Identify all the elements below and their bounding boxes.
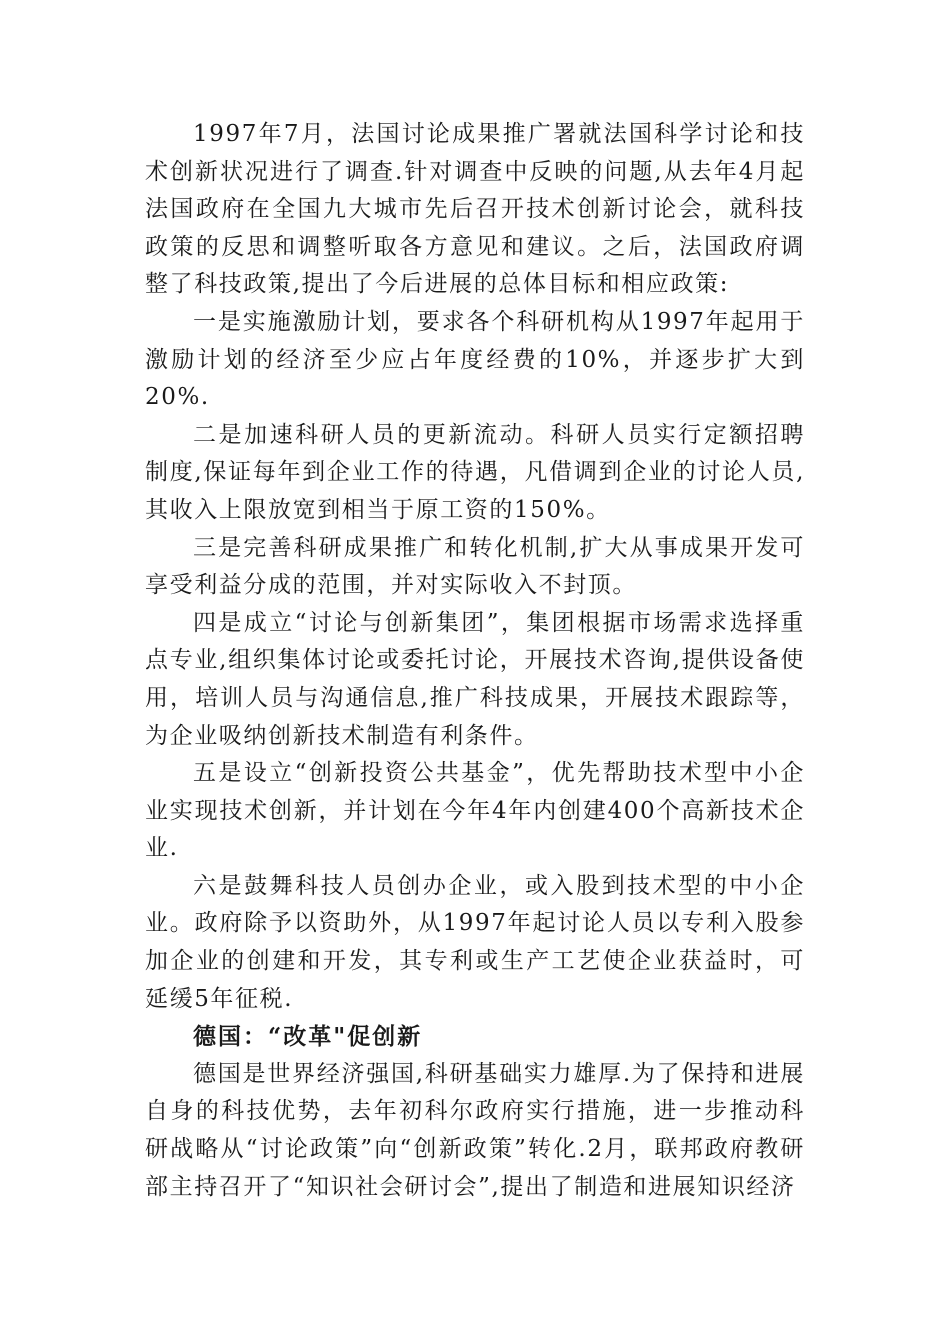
paragraph-germany: 德国是世界经济强国,科研基础实力雄厚.为了保持和进展自身的科技优势，去年初科尔政府实行措施，进一步推动科研战略从“讨论政策”向“创新政策”转化.2月，联邦政府教研部主持召开了“知识社会研讨会”,提出了制造和进展知识经济	[145, 1060, 805, 1200]
paragraph-policy-6: 六是鼓舞科技人员创办企业，或入股到技术型的中小企业。政府除予以资助外，从1997年起讨论人员以专利入股参加企业的创建和开发，其专利或生产工艺使企业获益时，可延缓5年征税.	[145, 872, 805, 1012]
section-heading-germany: 德国：“改革"促创新	[193, 1023, 423, 1051]
paragraph-policy-5: 五是设立“创新投资公共基金”，优先帮助技术型中小企业实现技术创新，并计划在今年4年内创建400个高新技术企业.	[145, 760, 805, 862]
document-body	[145, 116, 805, 1206]
paragraph-france-survey: 1997年7月，法国讨论成果推广署就法国科学讨论和技术创新状况进行了调查.针对调查中反映的问题,从去年4月起法国政府在全国九大城市先后召开技术创新讨论会，就科技政策的反思和调整听取各方意见和建议。之后，法国政府调整了科技政策,提出了今后进展的总体目标和相应政策:	[145, 121, 805, 298]
paragraph-policy-4: 四是成立“讨论与创新集团”，集团根据市场需求选择重点专业,组织集体讨论或委托讨论，开展技术咨询,提供设备使用，培训人员与沟通信息,推广科技成果，开展技术跟踪等，为企业吸纳创新技术制造有利条件。	[145, 609, 805, 749]
paragraph-policy-1: 一是实施激励计划，要求各个科研机构从1997年起用于激励计划的经济至少应占年度经费的10%，并逐步扩大到20%.	[145, 308, 805, 411]
paragraph-policy-2: 二是加速科研人员的更新流动。科研人员实行定额招聘制度,保证每年到企业工作的待遇，凡借调到企业的讨论人员,其收入上限放宽到相当于原工资的150%。	[145, 421, 805, 523]
paragraph-policy-3: 三是完善科研成果推广和转化机制,扩大从事成果开发可享受利益分成的范围，并对实际收入不封顶。	[145, 534, 805, 599]
